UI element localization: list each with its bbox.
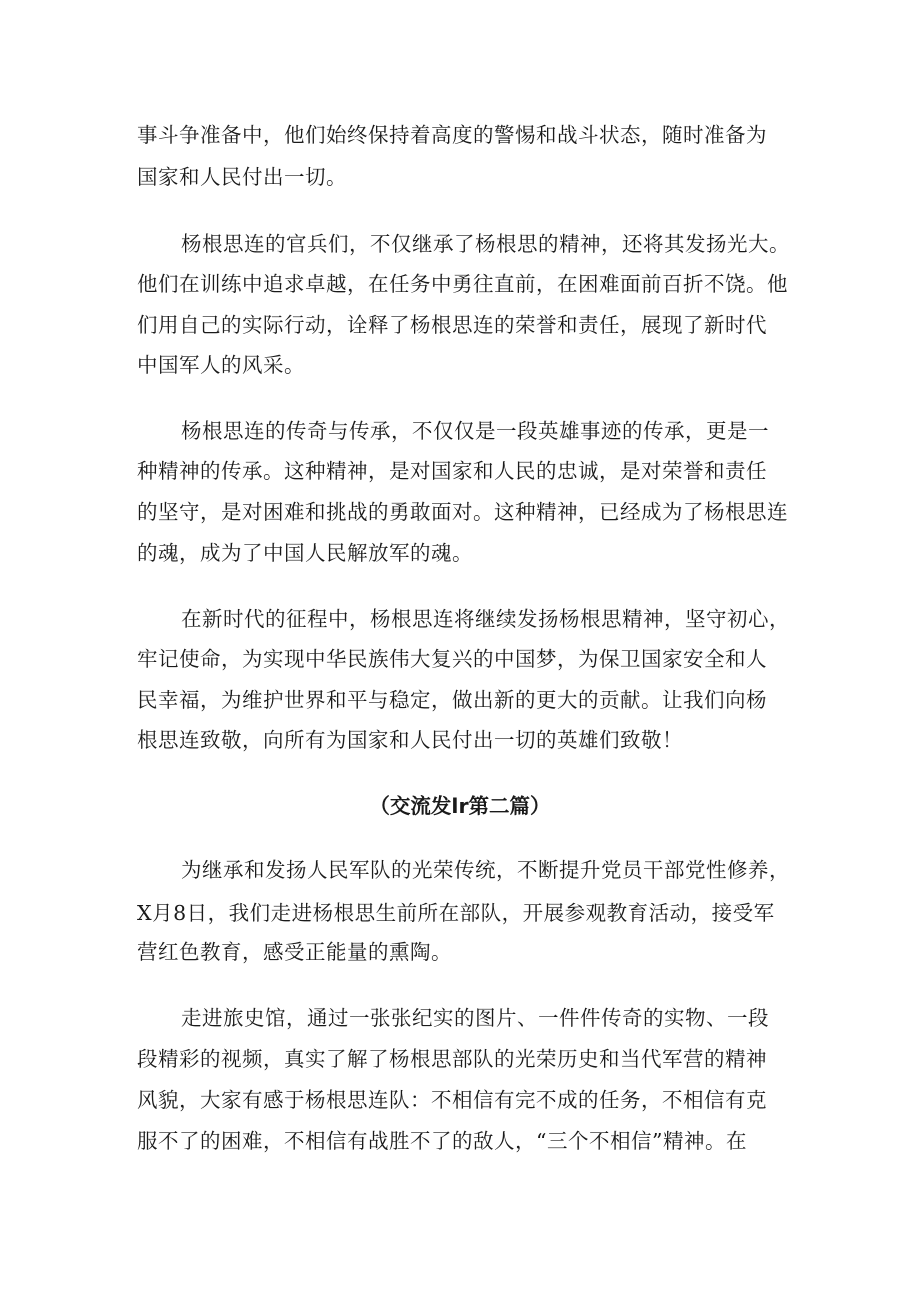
paragraph-5-line-2: X月8日，我们走进杨根思生前所在部队，开展参观教育活动，接受军 (137, 901, 775, 925)
paragraph-5-line-3: 营红色教育，感受正能量的熏陶。 (137, 940, 452, 964)
paragraph-4-line-1: 在新时代的征程中，杨根思连将继续发扬杨根思精神，坚守初心， (181, 607, 790, 631)
paragraph-1-line-1: 事斗争准备中，他们始终保持着高度的警惕和战斗状态，随时准备为 (137, 123, 767, 147)
paragraph-3-line-4: 的魂，成为了中国人民解放军的魂。 (137, 541, 473, 565)
section-heading: （交流发lr第二篇） (369, 794, 551, 818)
paragraph-1-line-2: 国家和人民付出一切。 (137, 165, 347, 189)
paragraph-6-line-2: 段精彩的视频，真实了解了杨根思部队的光荣历史和当代军营的精神 (137, 1047, 767, 1071)
paragraph-3-line-2: 种精神的传承。这种精神，是对国家和人民的忠诚，是对荣誉和责任 (137, 459, 767, 483)
paragraph-2-line-1: 杨根思连的官兵们，不仅继承了杨根思的精神，还将其发扬光大。 (181, 232, 790, 256)
paragraph-3-line-1: 杨根思连的传奇与传承，不仅仅是一段英雄事迹的传承，更是一 (181, 419, 769, 443)
paragraph-6-line-4: 服不了的困难，不相信有战胜不了的敌人，“三个不相信”精神。在 (137, 1129, 747, 1153)
paragraph-4-line-4: 根思连致敬，向所有为国家和人民付出一切的英雄们致敬！ (137, 728, 683, 752)
paragraph-5-line-1: 为继承和发扬人民军队的光荣传统，不断提升党员干部党性修养， (181, 858, 790, 882)
paragraph-2-line-4: 中国军人的风采。 (137, 353, 305, 377)
paragraph-2-line-3: 们用自己的实际行动，诠释了杨根思连的荣誉和责任，展现了新时代 (137, 313, 767, 337)
paragraph-4-line-2: 牢记使命，为实现中华民族伟大复兴的中国梦，为保卫国家安全和人 (137, 647, 767, 671)
paragraph-3-line-3: 的坚守，是对困难和挑战的勇敢面对。这种精神，已经成为了杨根思连 (137, 500, 788, 524)
paragraph-2-line-2: 他们在训练中追求卓越，在任务中勇往直前，在困难面前百折不饶。他 (137, 272, 788, 296)
paragraph-6-line-1: 走进旅史馆，通过一张张纪实的图片、一件件传奇的实物、一段 (181, 1006, 769, 1030)
paragraph-6-line-3: 风貌，大家有感于杨根思连队：不相信有完不成的任务，不相信有克 (137, 1088, 767, 1112)
paragraph-4-line-3: 民幸福，为维护世界和平与稳定，做出新的更大的贡献。让我们向杨 (137, 688, 767, 712)
